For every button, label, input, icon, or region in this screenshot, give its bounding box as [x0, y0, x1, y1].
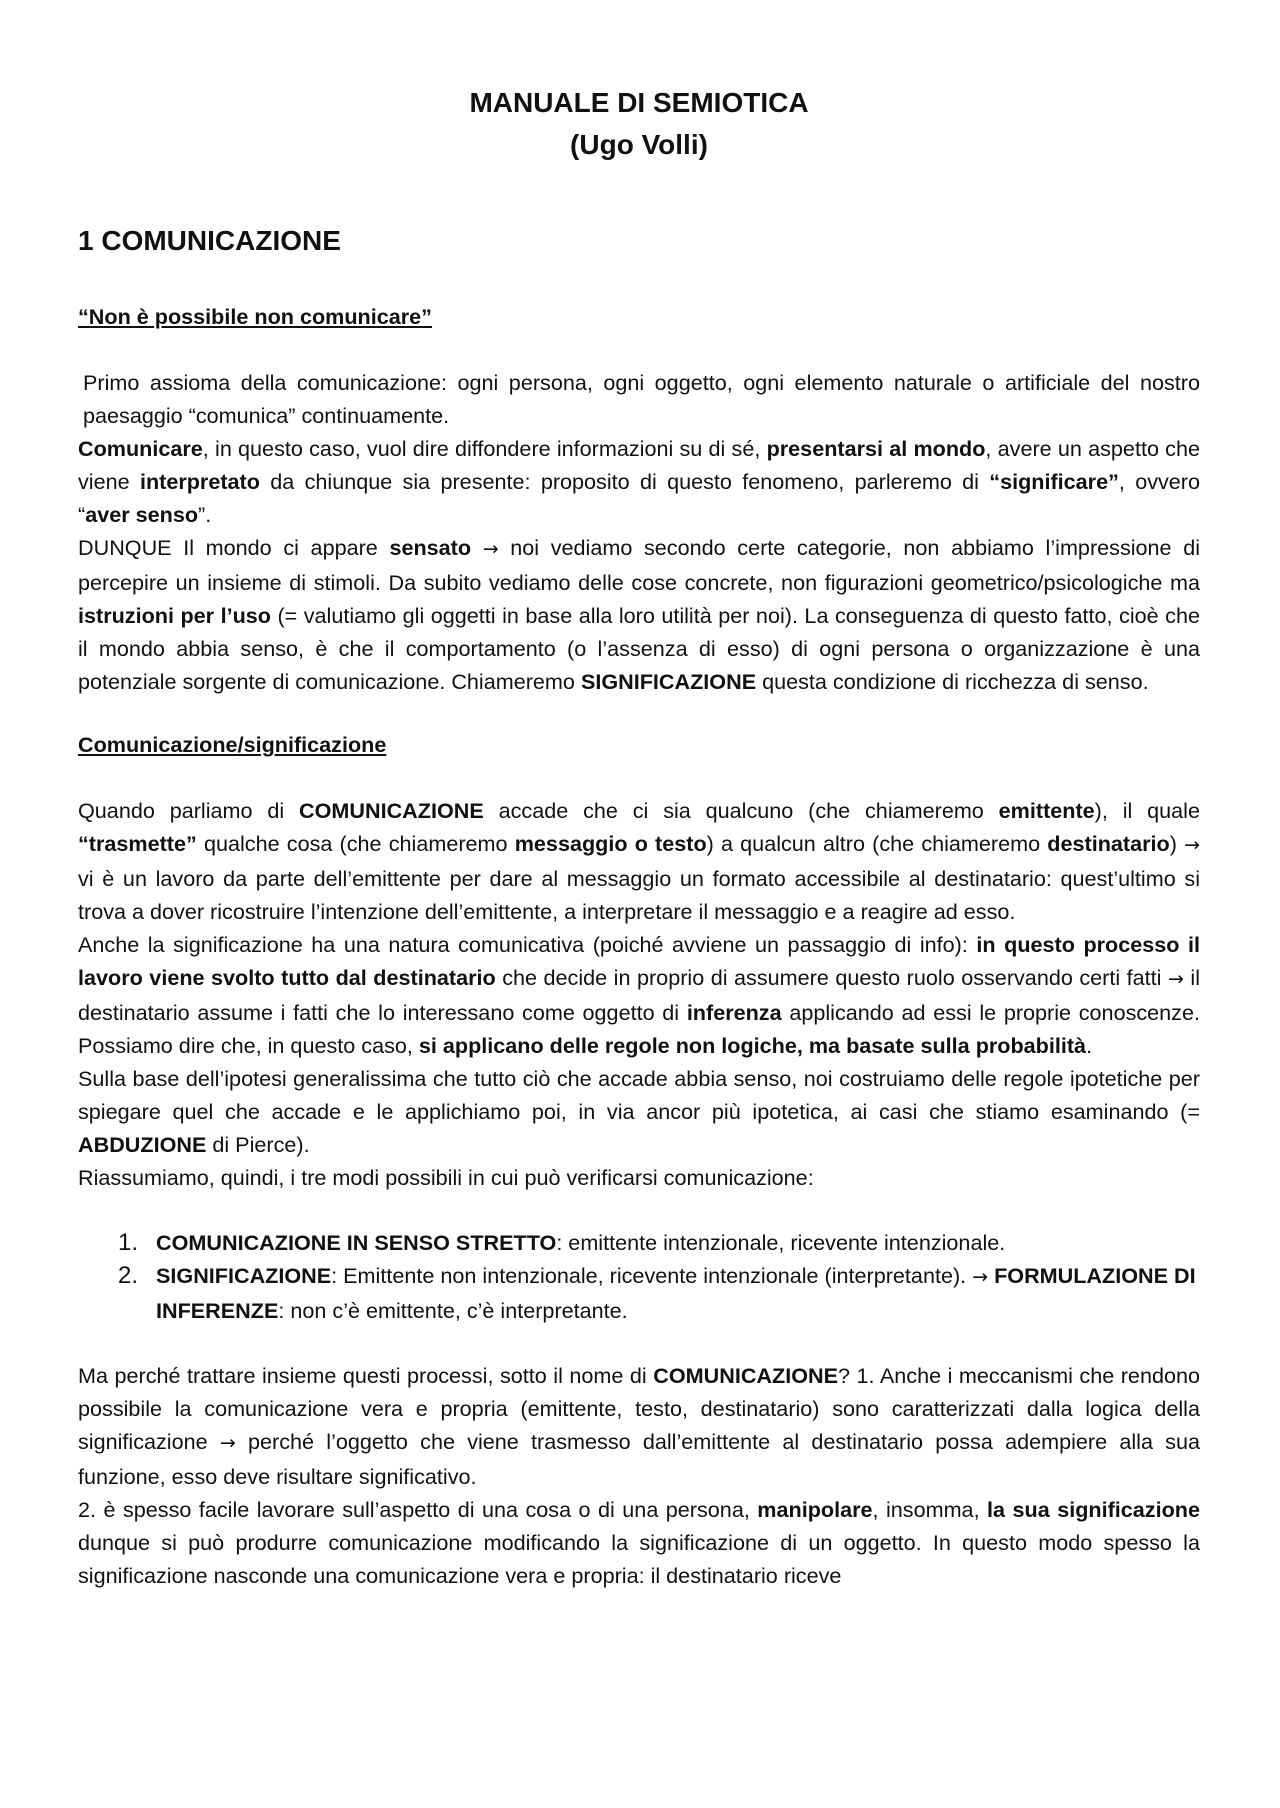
text-run: dunque si può produrre comunicazione modificando la significazione di un oggetto. In questo modo spesso la significazione nasconde una comunicazione vera e propria: il destinatario riceve [78, 1530, 1200, 1588]
text-run: applicando ad essi le proprie conoscenze. Possiamo dire che, in questo caso, [78, 1000, 1200, 1058]
paragraph-anche-la-significazione [78, 928, 1200, 1062]
bold-run: “trasmette” [78, 831, 197, 856]
text-run: qualche cosa (che chiameremo [196, 831, 515, 856]
list-number: 2. [118, 1262, 139, 1289]
text-run: noi vediamo secondo certe categorie, non abbiamo l’impressione di percepire un insieme di stimoli. Da subito vediamo delle cose concrete, non figurazioni geometrico/psicologiche ma [78, 535, 1201, 595]
bold-run: presentarsi al mondo [766, 436, 986, 461]
arrow-right-icon: → [482, 538, 499, 560]
paragraph-dunque [78, 531, 1200, 698]
paragraph-ma-perche [78, 1359, 1200, 1493]
bold-run: Comunicare [78, 436, 203, 461]
arrow-right-icon: → [219, 1432, 236, 1454]
paragraph-punto-2 [78, 1493, 1200, 1592]
subheading-non-comunicare: “Non è possibile non comunicare” [78, 304, 432, 329]
text-run: questa condizione di ricchezza di senso. [756, 669, 1149, 694]
text-run: accade che ci sia qualcuno (che chiameremo [483, 798, 999, 823]
text-run: da chiunque sia presente: proposito di questo fenomeno, parleremo di [259, 469, 990, 494]
text-run: Ma perché trattare insieme questi processi, sotto il nome di [78, 1363, 654, 1388]
paragraph-comunicare [78, 432, 1200, 531]
text-run: : Emittente non intenzionale, ricevente intenzionale (interpretante). [331, 1263, 973, 1288]
text-run: ) [1169, 831, 1177, 856]
text-run: ? 1. Anche i meccanismi che rendono possibile la comunicazione vera e propria (emittente, testo, destinatario) sono caratterizzati dalla logica della significazione [78, 1363, 1200, 1454]
text-run: , ovvero “ [78, 469, 1201, 527]
arrow-right-icon: → [1184, 834, 1200, 856]
text-run: vi è un lavoro da parte dell’emittente per dare al messaggio un formato accessibile al destinatario: quest’ultimo si trova a dover ricostruire l’intenzione dell’emittente, a interpretare il messaggio e a reagire ad esso. [78, 866, 1200, 924]
bold-run: la sua significazione [987, 1497, 1200, 1522]
paragraph-quando-parliamo [78, 794, 1200, 928]
bold-run: aver senso [85, 502, 199, 527]
text-run: il destinatario assume i fatti che lo interessano come oggetto di [78, 965, 1201, 1025]
text-run: Anche la significazione ha una natura comunicativa (poiché avviene un passaggio di info): [78, 932, 977, 957]
bold-run: SIGNIFICAZIONE [156, 1263, 332, 1288]
bold-run: inferenza [686, 1000, 782, 1025]
text-run: ), il quale [1094, 798, 1200, 823]
bold-run: messaggio o testo [514, 831, 707, 856]
list-number: 1. [118, 1229, 139, 1256]
text-run: che decide in proprio di assumere questo ruolo osservando certi fatti [495, 965, 1162, 990]
paragraph-sulla-base [78, 1062, 1200, 1161]
text-run: , insomma, [872, 1497, 988, 1522]
list-item [118, 1259, 1200, 1327]
bold-run: interpretato [139, 469, 260, 494]
title-line-2: (Ugo Volli) [570, 129, 708, 160]
subheading-comunicazione-significazione: Comunicazione/significazione [78, 732, 387, 757]
bold-run: istruzioni per l’uso [78, 603, 271, 628]
text-run: Riassumiamo, quindi, i tre modi possibili in cui può verificarsi comunicazione: [78, 1165, 814, 1190]
text-run: perché l’oggetto che viene trasmesso dall’emittente al destinatario possa adempiere alla sua funzione, esso deve risultare significativo. [78, 1429, 1200, 1489]
text-run: , avere un aspetto che viene [78, 436, 1200, 494]
bold-run: si applicano delle regole non logiche, ma basate sulla probabilità [418, 1033, 1087, 1058]
section-heading-comunicazione: 1 COMUNICAZIONE [78, 225, 341, 256]
title-line-1: MANUALE DI SEMIOTICA [469, 87, 809, 118]
text-run: , in questo caso, vuol dire diffondere informazioni su di sé, [202, 436, 767, 461]
text-run: : emittente intenzionale, ricevente intenzionale. [556, 1230, 1006, 1255]
arrow-right-icon: → [972, 1266, 989, 1288]
text-run: Sulla base dell’ipotesi generalissima che tutto ciò che accade abbia senso, noi costruiamo delle regole ipotetiche per spiegare quel che accade e le applichiamo poi, in via ancor più ipotetica, ai casi che stiamo esaminando (= [78, 1066, 1200, 1124]
bold-run: SIGNIFICAZIONE [580, 669, 757, 694]
list-item [118, 1226, 1200, 1259]
text-run: di Pierce). [206, 1132, 310, 1157]
paragraph-primo-assioma [78, 366, 1200, 432]
bold-run: in questo processo il lavoro viene svolto tutto dal destinatario [78, 932, 1200, 990]
text-run: . [1086, 1033, 1093, 1058]
paragraph-riassumiamo [78, 1161, 1200, 1194]
text-run: 2. è spesso facile lavorare sull’aspetto di una cosa o di una persona, [78, 1497, 758, 1522]
document-title [78, 82, 1200, 166]
text-run: DUNQUE Il mondo ci appare [78, 535, 390, 560]
numbered-list [78, 1226, 1200, 1327]
text-run: Quando parliamo di [78, 798, 300, 823]
bold-run: manipolare [757, 1497, 873, 1522]
bold-run: COMUNICAZIONE [653, 1363, 838, 1388]
text-run: ”. [198, 502, 212, 527]
bold-run: COMUNICAZIONE [299, 798, 484, 823]
text-run: : non c’è emittente, c’è interpretante. [278, 1298, 628, 1323]
bold-run: sensato [389, 535, 472, 560]
bold-run: COMUNICAZIONE IN SENSO STRETTO [156, 1230, 557, 1255]
bold-run: emittente [998, 798, 1095, 823]
bold-run: FORMULAZIONE DI INFERENZE [156, 1263, 1196, 1323]
bold-run: “significare” [989, 469, 1119, 494]
text-run: ) a qualcun altro (che chiameremo [706, 831, 1048, 856]
text-run: (= valutiamo gli oggetti in base alla loro utilità per noi). La conseguenza di questo fatto, cioè che il mondo abbia senso, è che il comportamento (o l’assenza di esso) di ogni persona o organizzazione è una potenziale sorgente di comunicazione. Chiameremo [78, 603, 1200, 694]
bold-run: ABDUZIONE [78, 1132, 207, 1157]
text-run: Primo assioma della comunicazione: ogni persona, ogni oggetto, ogni elemento naturale o artificiale del nostro paesaggio “comunica” continuamente. [83, 370, 1200, 428]
arrow-right-icon: → [1167, 968, 1184, 990]
bold-run: destinatario [1047, 831, 1170, 856]
